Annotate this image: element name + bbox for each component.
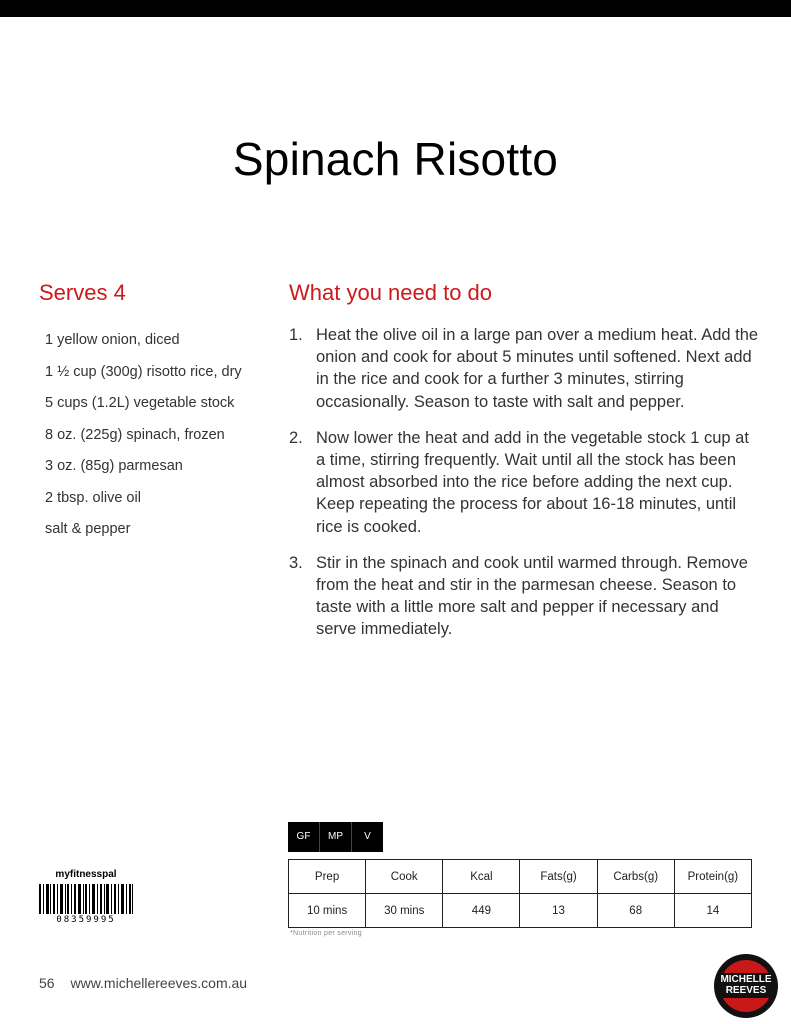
myfitnesspal-code[interactable] (38, 869, 134, 925)
myfitnesspal-number: 08359995 (56, 915, 116, 925)
step-number: 3. (289, 553, 303, 572)
nutrition-table (288, 859, 752, 928)
ingredient-list (45, 331, 275, 552)
nutrition-header-row (289, 860, 752, 894)
ingredient-item: 1 yellow onion, diced (45, 332, 180, 348)
diet-tag-mp: MP (320, 822, 352, 852)
step-text: Stir in the spinach and cook until warmed through. Remove from the heat and stir in the parmesan cheese. Season to taste with a little more salt and pepper if necessary and serve immediately. (316, 553, 748, 639)
ingredient-item: 3 oz. (85g) parmesan (45, 458, 183, 474)
step-text: Now lower the heat and add in the vegetable stock 1 cup at a time, stirring frequently. Wait until all the stock has been almost absorbed into the rice before adding the next cup. Keep repeating the process for about 16-18 minutes, until rice is cooked. (316, 428, 749, 536)
barcode-icon (38, 884, 134, 914)
method-step (289, 427, 759, 538)
method-step (289, 324, 759, 413)
ingredient-item: salt & pepper (45, 521, 131, 537)
top-bar (0, 0, 791, 17)
recipe-title: Spinach Risotto (232, 133, 559, 185)
step-text: Heat the olive oil in a large pan over a medium heat. Add the onion and cook for about 5 minutes until softened. Next add in the rice and cook for a further 3 minutes, stirring occasionally. Season to taste with salt and pepper. (316, 326, 759, 411)
nutrition-header-cell: Protein(g) (674, 860, 751, 894)
ingredient-item: 2 tbsp. olive oil (45, 489, 141, 506)
diet-tag-gf: GF (288, 822, 320, 852)
method-steps (289, 324, 759, 655)
step-number: 2. (289, 428, 303, 447)
nutrition-value-cell: 10 mins (289, 894, 366, 928)
nutrition-value-row (289, 894, 752, 928)
steps-heading: What you need to do (289, 280, 493, 305)
nutrition-header-cell: Cook (366, 860, 443, 894)
ingredient-item: 8 oz. (225g) spinach, frozen (45, 426, 225, 443)
nutrition-value-cell: 14 (674, 894, 751, 928)
nutrition-header-cell: Fats(g) (520, 860, 597, 894)
serves-heading: Serves 4 (39, 280, 126, 305)
method-step (289, 552, 759, 641)
nutrition-value-cell: 30 mins (366, 894, 443, 928)
nutrition-header-cell: Prep (289, 860, 366, 894)
ingredient-item: 5 cups (1.2L) vegetable stock (45, 395, 235, 411)
nutrition-header-cell: Kcal (443, 860, 520, 894)
diet-tag-v: V (352, 822, 383, 852)
logo-text: MICHELLE (720, 974, 772, 985)
brand-logo (713, 953, 779, 1019)
page-footer (39, 975, 247, 991)
page-number: 56 (39, 975, 55, 991)
myfitnesspal-label: myfitnesspal (55, 869, 117, 880)
nutrition-value-cell: 13 (520, 894, 597, 928)
website-link[interactable]: www.michellereeves.com.au (70, 975, 248, 991)
diet-tags (288, 822, 383, 852)
nutrition-value-cell: 449 (443, 894, 520, 928)
logo-text: REEVES (725, 985, 767, 996)
step-number: 1. (289, 326, 303, 344)
ingredient-item: 1 ½ cup (300g) risotto rice, dry (45, 363, 242, 380)
nutrition-footnote: *Nutrition per serving (290, 930, 362, 937)
nutrition-header-cell: Carbs(g) (597, 860, 674, 894)
nutrition-value-cell: 68 (597, 894, 674, 928)
